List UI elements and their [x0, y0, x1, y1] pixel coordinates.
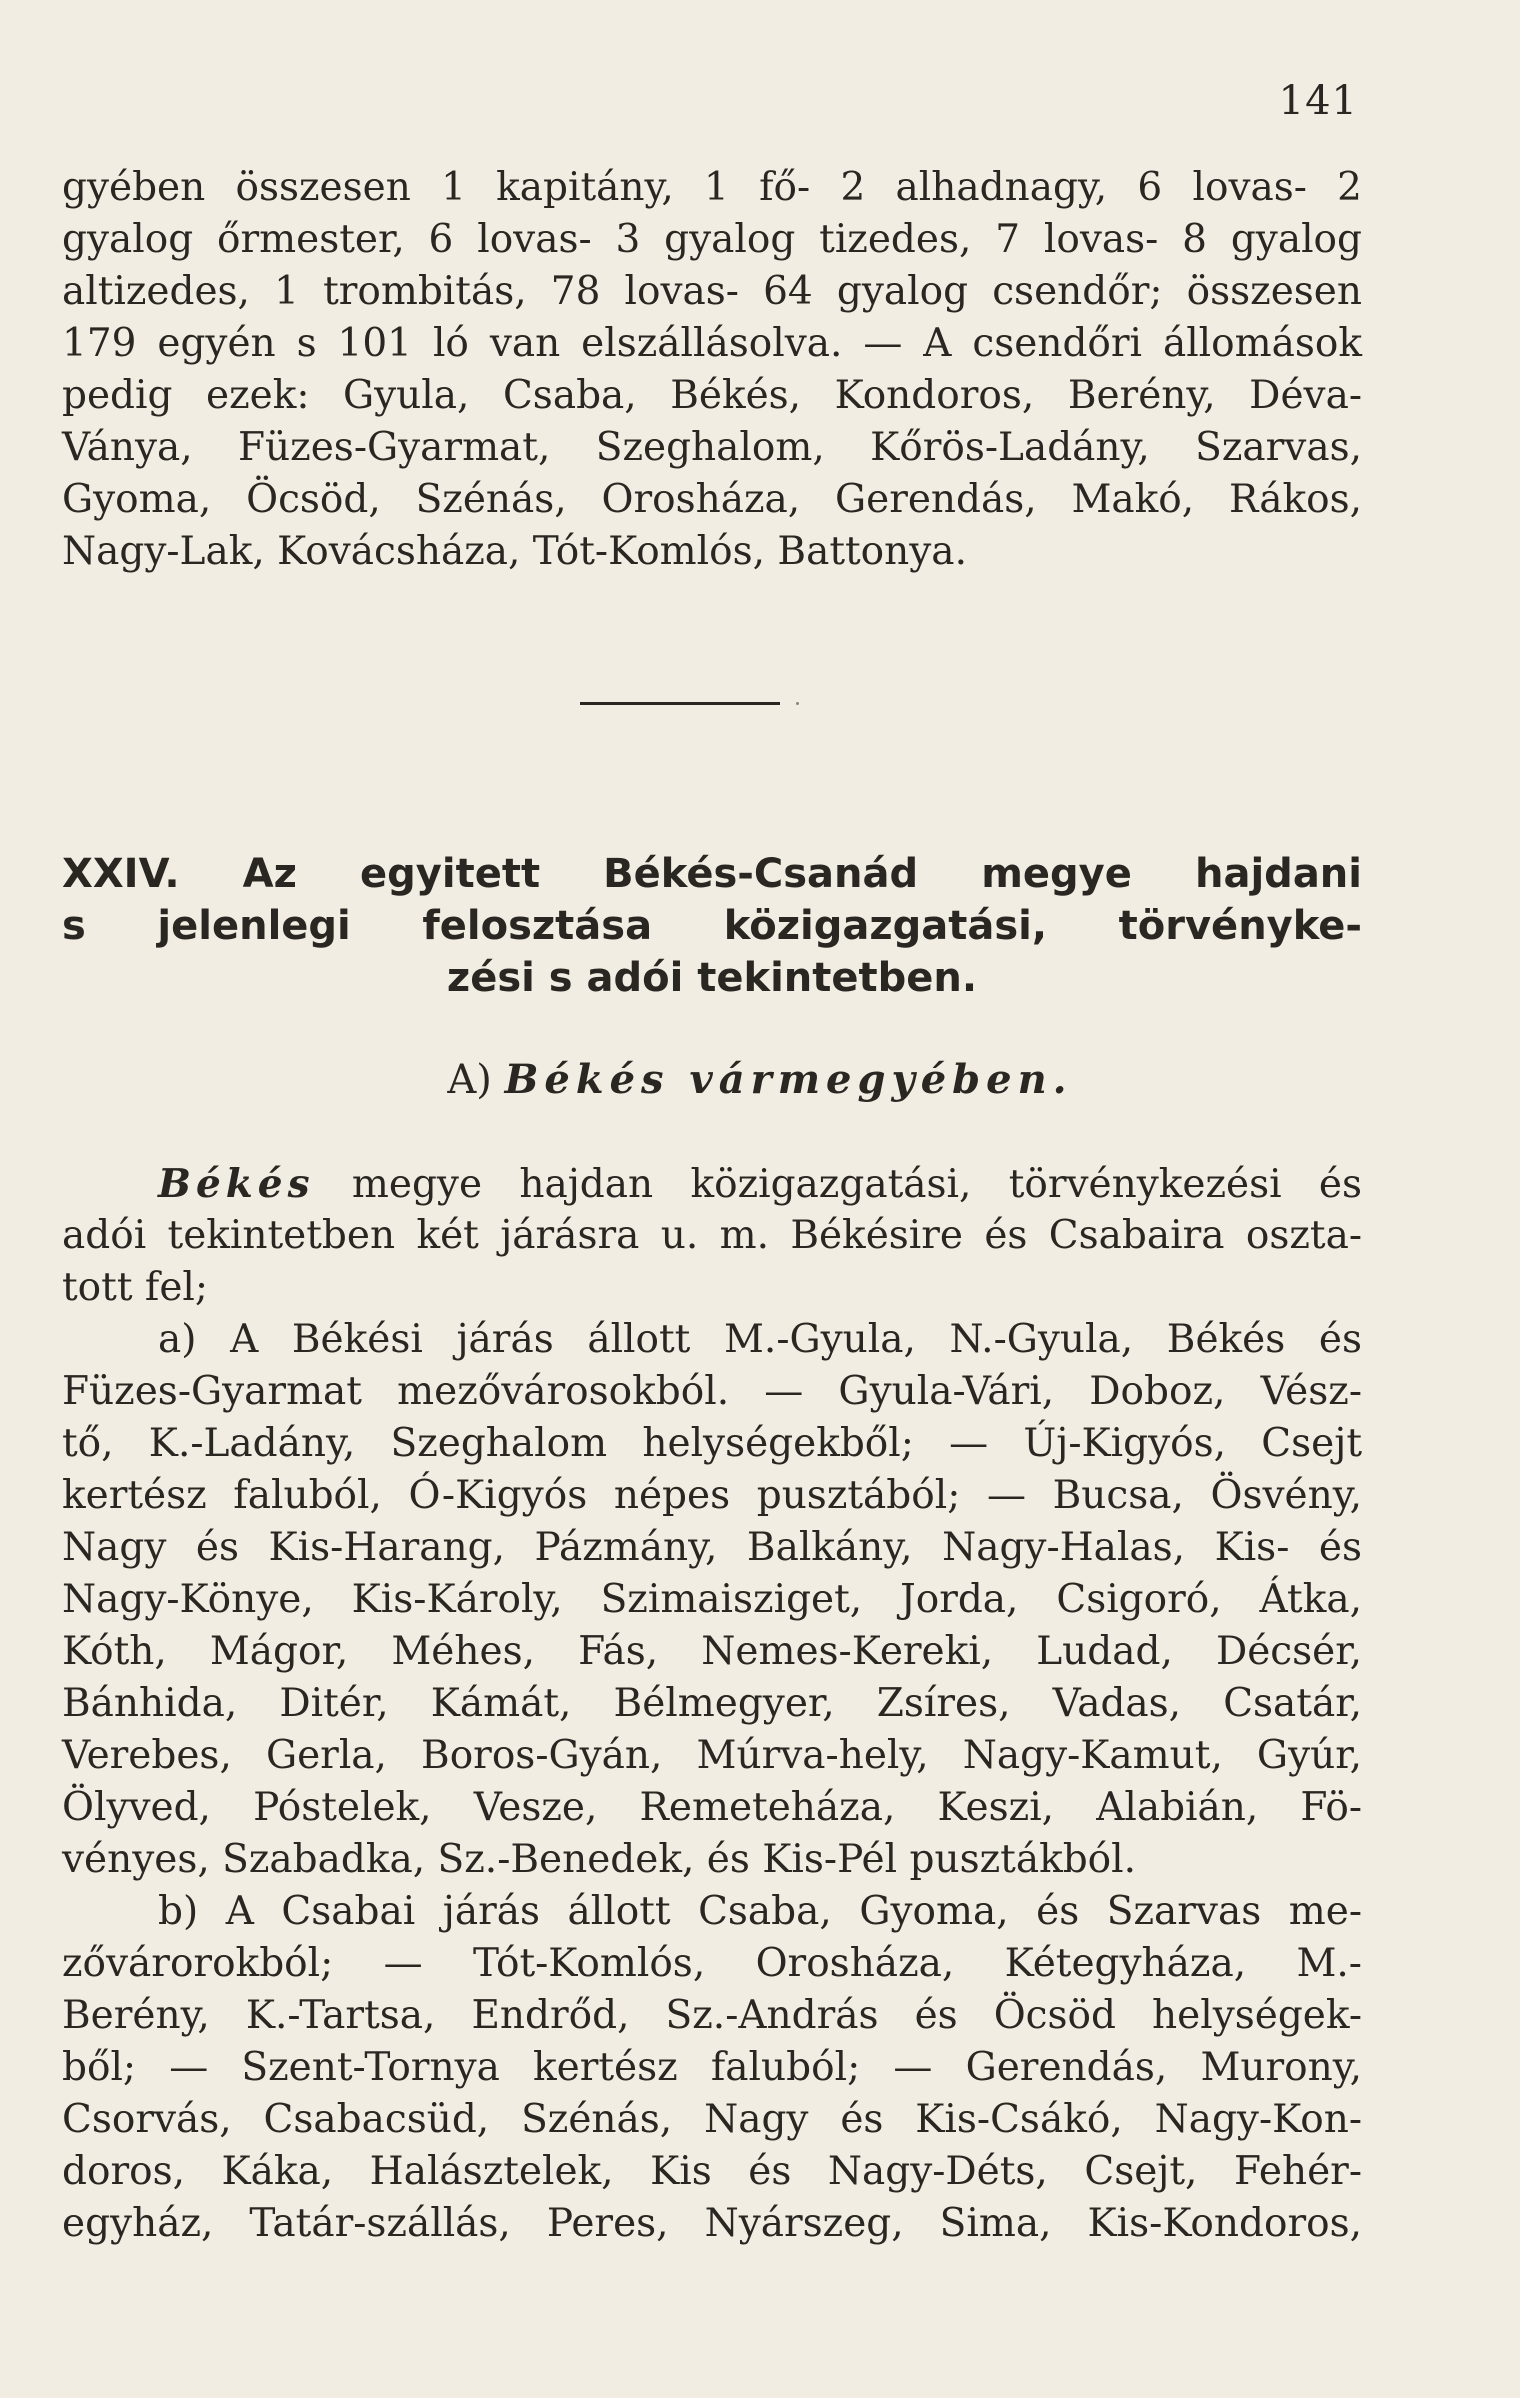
text-line: adói tekintetben két járásra u. m. Békésire és Csabaira oszta-: [62, 1213, 1362, 1258]
text-line: gyalog őrmester, 6 lovas- 3 gyalog tizedes, 7 lovas- 8 gyalog: [62, 217, 1362, 262]
section-subheading: [0, 1054, 1520, 1106]
section-divider-rule: [580, 702, 780, 705]
subheading-title: Békés vármegyében.: [504, 1056, 1073, 1103]
page-number: 141: [1278, 78, 1358, 124]
text-line: egyház, Tatár-szállás, Peres, Nyárszeg, Sima, Kis-Kondoros,: [62, 2201, 1362, 2246]
chapter-heading: [62, 848, 1362, 1004]
text-line: doros, Káka, Halásztelek, Kis és Nagy-Déts, Csejt, Fehér-: [62, 2149, 1362, 2194]
text-line: Kóth, Mágor, Méhes, Fás, Nemes-Kereki, Ludad, Décsér,: [62, 1629, 1362, 1674]
text-line: zővárorokból; — Tót-Komlós, Orosháza, Kétegyháza, M.-: [62, 1941, 1362, 1986]
divider-dot: [796, 702, 799, 705]
body-text: [62, 1158, 1362, 2250]
text-line: Csorvás, Csabacsüd, Szénás, Nagy és Kis-Csákó, Nagy-Kon-: [62, 2097, 1362, 2142]
text-line: [62, 1158, 1362, 1210]
text-line: Bánhida, Ditér, Kámát, Bélmegyer, Zsíres, Vadas, Csatár,: [62, 1681, 1362, 1726]
text-line: 179 egyén s 101 ló van elszállásolva. — A csendőri állomások: [62, 321, 1362, 366]
heading-line: XXIV. Az egyitett Békés-Csanád megye hajdani: [62, 851, 1362, 897]
text-line: Nagy és Kis-Harang, Pázmány, Balkány, Nagy-Halas, Kis- és: [62, 1525, 1362, 1570]
text-line: pedig ezek: Gyula, Csaba, Békés, Kondoros, Berény, Déva-: [62, 373, 1362, 418]
text-line: gyében összesen 1 kapitány, 1 fő- 2 alhadnagy, 6 lovas- 2: [62, 165, 1362, 210]
text-line: Berény, K.-Tartsa, Endrőd, Sz.-András és Öcsöd helységek-: [62, 1993, 1362, 2038]
list-item-b: b) A Csabai járás állott Csaba, Gyoma, és Szarvas me-: [158, 1889, 1362, 1934]
text-line: Nagy-Lak, Kovácsháza, Tót-Komlós, Battonya.: [62, 529, 967, 574]
text-fragment: megye hajdan közigazgatási, törvénykezési és: [314, 1162, 1362, 1207]
heading-line: zési s adói tekintetben.: [446, 955, 978, 1001]
text-line: Gyoma, Öcsöd, Szénás, Orosháza, Gerendás, Makó, Rákos,: [62, 477, 1362, 522]
text-line: Füzes-Gyarmat mezővárosokból. — Gyula-Vári, Doboz, Vész-: [62, 1369, 1362, 1414]
emphasized-word: Békés: [158, 1161, 315, 1207]
text-line: Ölyved, Póstelek, Vesze, Remeteháza, Keszi, Alabián, Fö-: [62, 1785, 1362, 1830]
heading-line: s jelenlegi felosztása közigazgatási, törvényke-: [62, 903, 1362, 949]
list-item-a: a) A Békési járás állott M.-Gyula, N.-Gyula, Békés és: [158, 1317, 1362, 1362]
text-line: Verebes, Gerla, Boros-Gyán, Múrva-hely, Nagy-Kamut, Gyúr,: [62, 1733, 1362, 1778]
text-line: Ványa, Füzes-Gyarmat, Szeghalom, Kőrös-Ladány, Szarvas,: [62, 425, 1362, 470]
subheading-prefix: A): [447, 1057, 492, 1103]
text-line: ből; — Szent-Tornya kertész faluból; — Gerendás, Murony,: [62, 2045, 1362, 2090]
text-line: Nagy-Könye, Kis-Károly, Szimaisziget, Jorda, Csigoró, Átka,: [62, 1577, 1362, 1622]
text-line: vényes, Szabadka, Sz.-Benedek, és Kis-Pél pusztákból.: [62, 1837, 1137, 1882]
text-line: kertész faluból, Ó-Kigyós népes pusztából; — Bucsa, Ösvény,: [62, 1473, 1362, 1518]
text-line: tő, K.-Ladány, Szeghalom helységekből; — Új-Kigyós, Csejt: [62, 1421, 1362, 1466]
text-line: tott fel;: [62, 1265, 209, 1310]
text-line: altizedes, 1 trombitás, 78 lovas- 64 gyalog csendőr; összesen: [62, 269, 1362, 314]
intro-paragraph: [62, 162, 1362, 578]
